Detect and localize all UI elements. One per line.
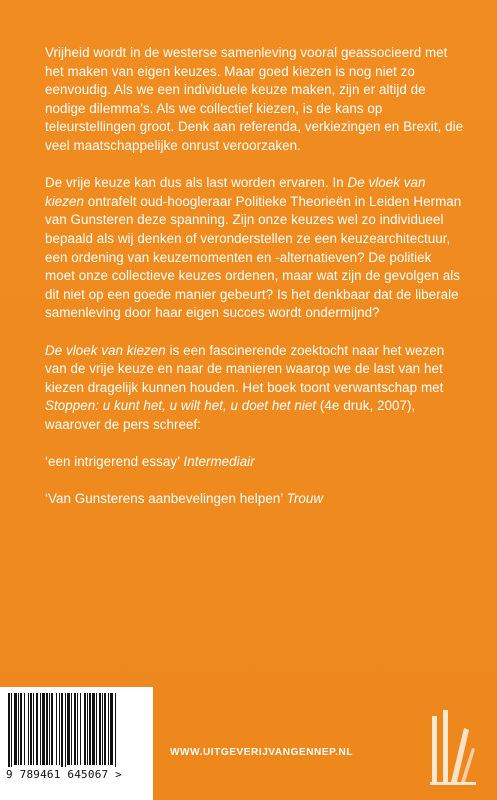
barcode-bar [33, 693, 34, 765]
press-quote-1 [45, 453, 465, 472]
barcode-bar [99, 693, 101, 765]
barcode-bar [74, 693, 76, 765]
barcode-bar [11, 693, 12, 767]
barcode-bar [8, 693, 10, 767]
barcode-bar [67, 693, 70, 765]
barcode-bar [96, 693, 97, 765]
barcode-bar [14, 693, 17, 765]
blurb-p3-a: is een fascinerende zoektocht naar het wezen van de vrije keuze en naar de manieren waarop we de last van het kiezen dragelijk kunnen houden. Het boek toont verwantschap met [45, 342, 445, 395]
barcode-bar [92, 693, 95, 765]
barcode-bar [28, 693, 29, 765]
barcode-bar [18, 693, 19, 765]
book-title: De vloek van kiezen [45, 175, 426, 209]
quote-text: ‘een intrigerend essay’ [45, 454, 184, 470]
barcode-bar [61, 693, 63, 767]
barcode-bar [36, 693, 38, 765]
barcode-bars [0, 687, 153, 767]
barcode-bar [40, 693, 41, 765]
related-book-title: Stoppen: u kunt het, u wilt het, u doet het niet [45, 398, 317, 414]
barcode-bar [87, 693, 88, 765]
blurb-p2-a: De vrije keuze kan dus als last worden ervaren. In [45, 175, 348, 191]
barcode-bar [84, 693, 86, 765]
quote-text: ‘Van Gunsterens aanbevelingen helpen’ [45, 491, 287, 507]
barcode-bar [42, 693, 45, 765]
barcode-bar [20, 693, 22, 765]
barcode-bar [108, 693, 109, 765]
publisher-logo [428, 708, 476, 788]
book-title: De vloek van kiezen [45, 342, 166, 358]
barcode-bar [49, 693, 50, 765]
blurb-p3-b: (4e druk, 2007), waarover de pers schreef: [45, 398, 416, 432]
barcode-bar [71, 693, 72, 765]
publisher-website: WWW.UITGEVERIJVANGENNEP.NL [170, 747, 354, 758]
barcode-bar [80, 693, 81, 765]
quote-source: Trouw [286, 491, 324, 507]
blurb-paragraph-2 [45, 174, 465, 323]
barcode-bar [24, 693, 25, 765]
barcode-bar [51, 693, 53, 765]
isbn-number: 9 789461 645067 > [6, 768, 122, 781]
barcode-bar [115, 693, 116, 767]
barcode-bar [104, 693, 106, 765]
blurb-text [45, 44, 465, 527]
press-quote-2 [45, 490, 465, 509]
barcode-bar [56, 693, 57, 765]
barcode [0, 687, 153, 800]
barcode-bar [30, 693, 32, 765]
blurb-paragraph-1: Vrijheid wordt in de westerse samenleving vooral geassocieerd met het maken van eigen keuzes. Maar goed kiezen is nog niet zo eenvoudig. Als we een individuele keuze maken, zijn er altijd de nodige dilemma's. Als we collectief kiezen, is de kans op teleurstellingen groot. Denk aan referenda, verkiezingen en Brexit, die veel maatschappelijke onrust veroorzaken. [45, 45, 464, 153]
barcode-bar [102, 693, 103, 765]
blurb-paragraph-3 [45, 342, 465, 435]
barcode-bar [110, 693, 113, 765]
barcode-bar [59, 693, 60, 765]
barcode-bar [89, 693, 91, 765]
blurb-p2-b: ontrafelt oud-hoogleraar Politieke Theorieën in Leiden Herman van Gunsteren deze spanning. Zijn onze keuzes wel zo individueel bepaald als wij denken of veronderstellen ze een keuzearchitectuur, een ordening van keuzemomenten en -alternatieven? De politiek moet onze collectieve keuzes ordenen, maar wat zijn de gevolgen als dit niet op een goede manier gebeurt? Is het denkbaar dat de liberale samenleving door haar eigen succes wordt ondermijnd? [45, 193, 462, 321]
barcode-bar [65, 693, 66, 767]
quote-source: Intermediair [183, 454, 255, 470]
barcode-bar [77, 693, 78, 765]
barcode-bar [46, 693, 48, 765]
